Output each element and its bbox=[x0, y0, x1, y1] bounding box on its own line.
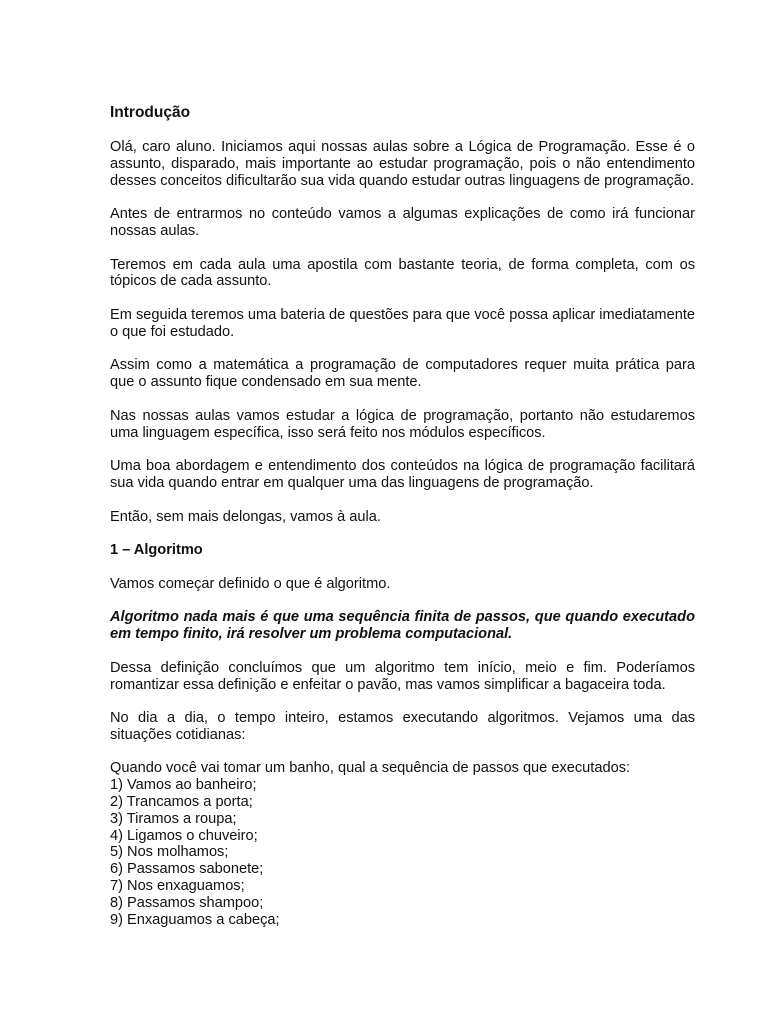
list-item: 5) Nos molhamos; bbox=[110, 844, 229, 861]
list-item: 1) Vamos ao banheiro; bbox=[110, 777, 257, 794]
page-title: Introdução bbox=[110, 104, 191, 121]
paragraph-intro: Olá, caro aluno. Iniciamos aqui nossas aulas sobre a Lógica de Programação. Esse é o assunto, disparado, mais importante ao estudar programação, pois o não entendimento desses conceitos dificultarão sua vida quando estudar outras linguagens de programação. bbox=[110, 139, 695, 189]
paragraph-explanations: Antes de entrarmos no conteúdo vamos a algumas explicações de como irá funcionar nossas aulas. bbox=[110, 206, 695, 239]
paragraph-apostila: Teremos em cada aula uma apostila com bastante teoria, de forma completa, com os tópicos de cada assunto. bbox=[110, 256, 695, 290]
paragraph-approach: Uma boa abordagem e entendimento dos conteúdos na lógica de programação facilitará sua vida quando entrar em qualquer uma das linguagens de programação. bbox=[110, 458, 695, 491]
list-item: 6) Passamos sabonete; bbox=[110, 861, 264, 878]
definition-text: Algoritmo nada mais é que uma sequência finita de passos, que quando executado em tempo finito, irá resolver um problema computacional. bbox=[110, 609, 695, 643]
paragraph-start: Então, sem mais delongas, vamos à aula. bbox=[110, 508, 381, 525]
section-intro: Vamos começar definido o que é algoritmo. bbox=[110, 575, 391, 592]
list-item: 9) Enxaguamos a cabeça; bbox=[110, 911, 280, 928]
paragraph-conclusion: Dessa definição concluímos que um algoritmo tem início, meio e fim. Poderíamos romantizar essa definição e enfeitar o pavão, mas vamos simplificar a bagaceira toda. bbox=[110, 659, 695, 693]
list-item: 2) Trancamos a porta; bbox=[110, 794, 253, 811]
section-title: 1 – Algoritmo bbox=[110, 542, 203, 559]
steps-intro: Quando você vai tomar um banho, qual a sequência de passos que executados: bbox=[110, 760, 631, 777]
list-item: 8) Passamos shampoo; bbox=[110, 894, 264, 911]
paragraph-questions: Em seguida teremos uma bateria de questões para que você possa aplicar imediatamente o que foi estudado. bbox=[110, 306, 695, 340]
paragraph-scope: Nas nossas aulas vamos estudar a lógica de programação, portanto não estudaremos uma linguagem específica, isso será feito nos módulos específicos. bbox=[110, 407, 695, 441]
document-page bbox=[110, 104, 695, 928]
paragraph-practice: Assim como a matemática a programação de computadores requer muita prática para que o assunto fique condensado em sua mente. bbox=[110, 357, 695, 391]
list-item: 7) Nos enxaguamos; bbox=[110, 878, 245, 895]
list-item: 4) Ligamos o chuveiro; bbox=[110, 827, 258, 844]
steps-list bbox=[110, 777, 695, 928]
paragraph-daily: No dia a dia, o tempo inteiro, estamos executando algoritmos. Vejamos uma das situações cotidianas: bbox=[110, 710, 695, 743]
list-item: 3) Tiramos a roupa; bbox=[110, 810, 237, 827]
